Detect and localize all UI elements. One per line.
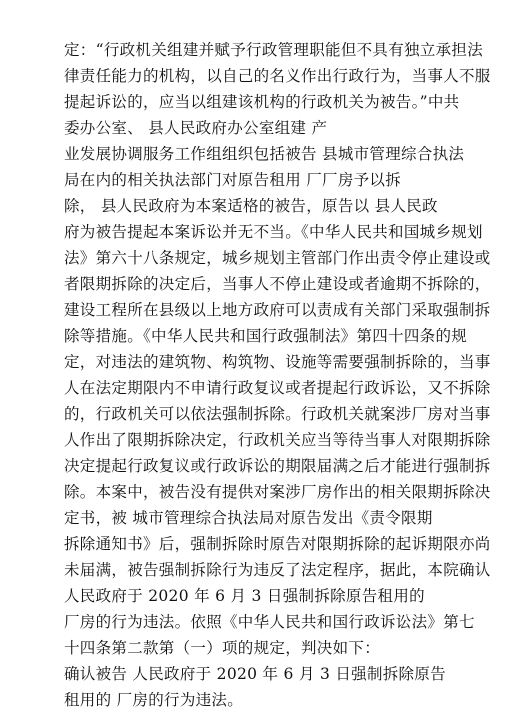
text-line: 业发展协调服务工作组组织包括被告 县城市管理综合执法 bbox=[64, 145, 465, 163]
text-line: 除。本案中，被告没有提供对案涉厂房作出的相关限期拆除决 bbox=[64, 483, 491, 501]
text-line: 确认被告 人民政府于 2020 年 6 月 3 日强制拆除原告 bbox=[64, 665, 446, 683]
text-line: 十四条第二款第（一）项的规定，判决如下： bbox=[64, 639, 381, 657]
text-line: 府为被告提起本案诉讼并无不当。《中华人民共和国城乡规划 bbox=[64, 223, 483, 241]
text-line: 局在内的相关执法部门对原告租用 厂厂房予以拆 bbox=[64, 171, 402, 189]
text-line: 除等措施。《中华人民共和国行政强制法》第四十四条的规 bbox=[64, 327, 468, 345]
text-line: 人民政府于 2020 年 6 月 3 日强制拆除原告租用的 bbox=[64, 587, 425, 605]
text-line: 人在法定期限内不申请行政复议或者提起行政诉讼，又不拆除 bbox=[64, 379, 491, 397]
text-line: 委办公室、 县人民政府办公室组建 产 bbox=[64, 119, 328, 137]
text-line: 定书，被 城市管理综合执法局对原告发出《责令限期 bbox=[64, 509, 433, 527]
text-line: 建设工程所在县级以上地方政府可以责成有关部门采取强制拆 bbox=[64, 301, 491, 319]
text-line: 定，对违法的建筑物、构筑物、设施等需要强制拆除的，当事 bbox=[64, 353, 491, 371]
text-line: 者限期拆除的决定后，当事人不停止建设或者逾期不拆除的， bbox=[64, 275, 491, 293]
text-line: 厂房的行为违法。依照《中华人民共和国行政诉讼法》第七 bbox=[64, 613, 475, 631]
text-line: 租用的 厂房的行为违法。 bbox=[64, 691, 244, 709]
text-line: 拆除通知书》后，强制拆除时原告对限期拆除的起诉期限亦尚 bbox=[64, 535, 491, 553]
text-line: 除， 县人民政府为本案适格的被告，原告以 县人民政 bbox=[64, 197, 438, 215]
text-line: 的，行政机关可以依法强制拆除。行政机关就案涉厂房对当事 bbox=[64, 405, 491, 423]
text-line: 定：“行政机关组建并赋予行政管理职能但不具有独立承担法 bbox=[64, 41, 484, 59]
text-line: 法》第六十八条规定，城乡规划主管部门作出责令停止建设或 bbox=[64, 249, 491, 267]
text-line: 人作出了限期拆除决定，行政机关应当等待当事人对限期拆除 bbox=[64, 431, 491, 449]
text-line: 提起诉讼的，应当以组建该机构的行政机关为被告。”中共 bbox=[64, 93, 460, 111]
text-line: 律责任能力的机构，以自己的名义作出行政行为，当事人不服 bbox=[64, 67, 491, 85]
text-line: 决定提起行政复议或行政诉讼的期限届满之后才能进行强制拆 bbox=[64, 457, 491, 475]
text-line: 未届满，被告强制拆除行为违反了法定程序，据此，本院确认 bbox=[64, 561, 491, 579]
